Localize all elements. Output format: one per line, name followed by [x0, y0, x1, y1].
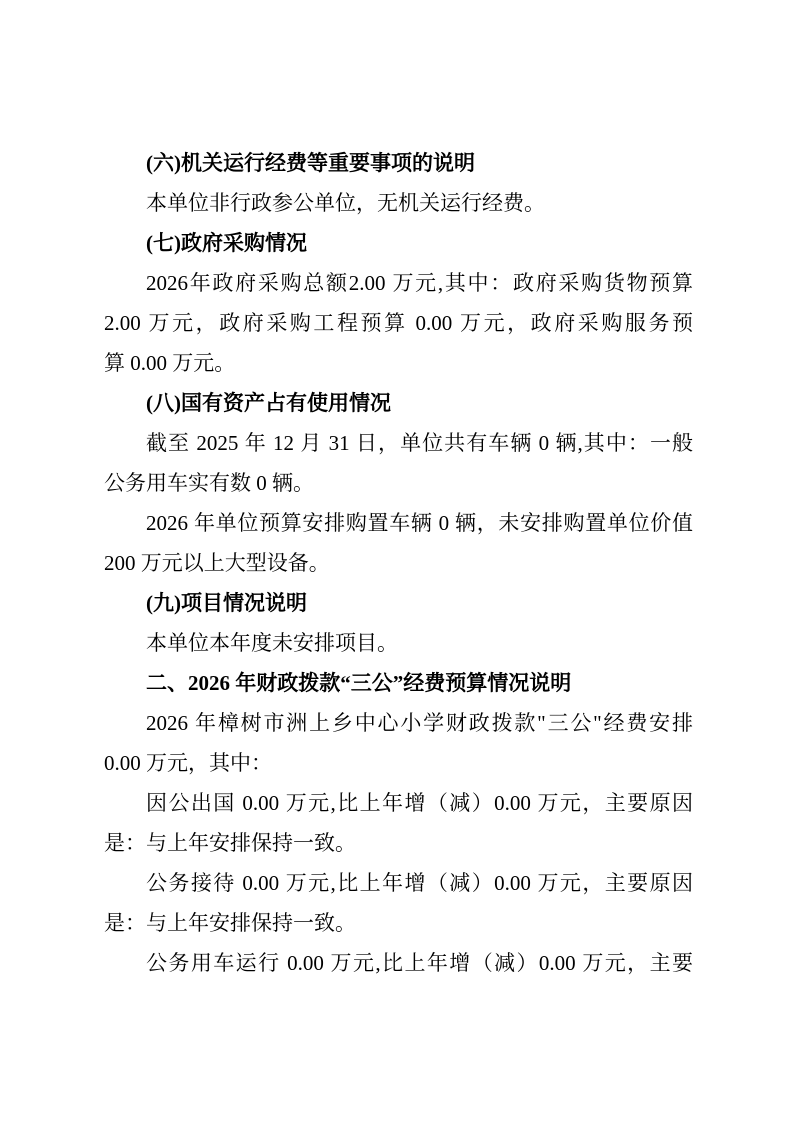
text-line: 2026年政府采购总额2.00 万元,其中：政府采购货物预算 — [146, 271, 693, 295]
text-line: 截至 2025 年 12 月 31 日，单位共有车辆 0 辆,其中：一般 — [146, 431, 693, 455]
text-line: 2026 年单位预算安排购置车辆 0 辆，未安排购置单位价值 — [146, 511, 693, 535]
text-line: 公务用车运行 0.00 万元,比上年增（减）0.00 万元，主要 — [146, 951, 693, 975]
text-line: 2.00 万元，政府采购工程预算 0.00 万元，政府采购服务预 — [104, 311, 693, 335]
text-line: 0.00 万元，其中： — [104, 751, 272, 775]
text-line: 因公出国 0.00 万元,比上年增（减）0.00 万元，主要原因 — [146, 791, 693, 815]
text-line: 是：与上年安排保持一致。 — [104, 831, 356, 855]
heading-line: (八)国有资产占有使用情况 — [146, 391, 391, 415]
document-body — [104, 143, 693, 983]
text-line: 本单位本年度未安排项目。 — [146, 631, 398, 655]
text-line: 公务用车实有数 0 辆。 — [104, 471, 314, 495]
heading-line: 二、2026 年财政拨款“三公”经费预算情况说明 — [146, 671, 572, 695]
text-line: 200 万元以上大型设备。 — [104, 551, 330, 575]
text-line: 公务接待 0.00 万元,比上年增（减）0.00 万元，主要原因 — [146, 871, 693, 895]
text-line: 算 0.00 万元。 — [104, 351, 236, 375]
heading-line: (七)政府采购情况 — [146, 231, 307, 255]
heading-line: (九)项目情况说明 — [146, 591, 307, 615]
heading-line: (六)机关运行经费等重要事项的说明 — [146, 151, 475, 175]
text-line: 是：与上年安排保持一致。 — [104, 911, 356, 935]
text-line: 2026 年樟树市洲上乡中心小学财政拨款"三公"经费安排 — [146, 711, 693, 735]
text-line: 本单位非行政参公单位，无机关运行经费。 — [146, 191, 545, 215]
